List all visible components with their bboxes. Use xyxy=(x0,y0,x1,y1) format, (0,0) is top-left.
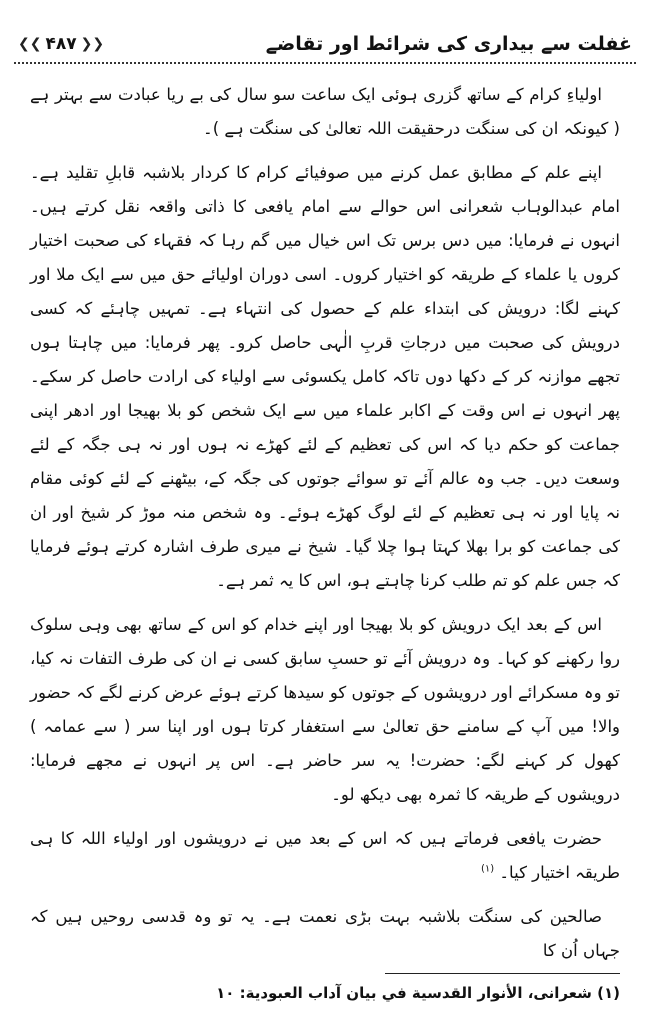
main-text xyxy=(30,78,620,978)
page-number-box xyxy=(18,34,104,54)
paragraph: اولیاءِ کرام کے ساتھ گزری ہوئی ایک ساعت سو سال کی بے ریا عبادت سے بہتر ہے ( کیونکہ ان کی سنگت درحقیقت اللہ تعالیٰ کی سنگت ہے )۔ xyxy=(30,85,620,138)
header-divider xyxy=(14,62,636,64)
running-title: غفلت سے بیداری کی شرائط اور تقاضے xyxy=(265,33,632,55)
footnote: (۱) شعرانی، الأنوار القدسية في بيان آداب العبودية: ۱۰ xyxy=(216,984,620,1002)
footnote-reference: (۱) xyxy=(480,863,495,875)
paragraph-with-footnote xyxy=(30,822,620,890)
ornament-left-icon: ❮❮ xyxy=(18,36,42,52)
page-header xyxy=(18,24,632,64)
ornament-right-icon: ❯❯ xyxy=(80,36,105,52)
footnote-divider xyxy=(385,973,620,974)
paragraph: اپنے علم کے مطابق عمل کرنے میں صوفیائے کرام کا کردار بلاشبہ قابلِ تقلید ہے۔ امام عبدالوہاب شعرانی اس حوالے سے امام یافعی کا ذاتی واقعہ نقل کرتے ہیں۔ انہوں نے فرمایا: میں دس برس تک اس خیال میں گم رہا کہ فقہاء کی صحبت اختیار کروں یا علماء کے طریقہ کو اختیار کروں۔ اسی دوران اولیائے حق میں سے ایک ملا اور کہنے لگا: درویش کی ابتداء علم کے حصول کی انتہاء ہے۔ تمہیں چاہئے کہ کسی درویش کی صحبت میں درجاتِ قربِ الٰہی حاصل کرو۔ پھر فرمایا: میں چاہتا ہوں تجھے موازنہ کر کے دکھا دوں تاکہ کامل یکسوئی سے اولیاء کی ارادت حاصل کر سکے۔ پھر انہوں نے اس وقت کے اکابر علماء میں سے ایک شخص کو بلا بھیجا اور ادھر اپنی جماعت کو حکم دیا کہ اس کی تعظیم کے لئے کھڑے نہ ہوں اور نہ ہی جگہ کے لئے وسعت دیں۔ جب وہ عالم آئے تو سوائے جوتوں کی جگہ کے، بیٹھنے کے لئے کوئی مقام نہ پایا اور نہ ہی تعظیم کے لئے لوگ کھڑے ہوئے۔ وہ شخص منہ موڑ کر شیخ اور ان کی جماعت کو برا بھلا کہتا ہوا چلا گیا۔ شیخ نے میری طرف اشارہ کرتے ہوئے فرمایا کہ جس علم کو تم طلب کرنا چاہتے ہو، اس کا یہ ثمر ہے۔ xyxy=(30,163,620,590)
paragraph: صالحین کی سنگت بلاشبہ بہت بڑی نعمت ہے۔ یہ تو وہ قدسی روحیں ہیں کہ جہاں اُن کا xyxy=(30,907,620,960)
page-number: ۴۸۷ xyxy=(45,34,77,54)
paragraph-text: حضرت یافعی فرماتے ہیں کہ اس کے بعد میں نے درویشوں اور اولیاء اللہ کا ہی طریقہ اختیار کیا۔ xyxy=(30,829,620,882)
paragraph: اس کے بعد ایک درویش کو بلا بھیجا اور اپنے خدام کو اس کے ساتھ بھی وہی سلوک روا رکھنے کو کہا۔ وہ درویش آئے تو حسبِ سابق کسی نے ان کی طرف التفات نہ کیا، تو وہ مسکرائے اور درویشوں کے جوتوں کو سیدھا کرتے ہوئے عرض کرنے لگے کہ حضور والا! میں آپ کے سامنے حق تعالیٰ سے استغفار کرتا ہوں اور اپنا سر ( سے عمامہ ) کھول کر کہنے لگے: حضرت! یہ سر حاضر ہے۔ اس پر انہوں نے مجھے فرمایا: درویشوں کے طریقہ کا ثمرہ بھی دیکھ لو۔ xyxy=(30,615,620,804)
